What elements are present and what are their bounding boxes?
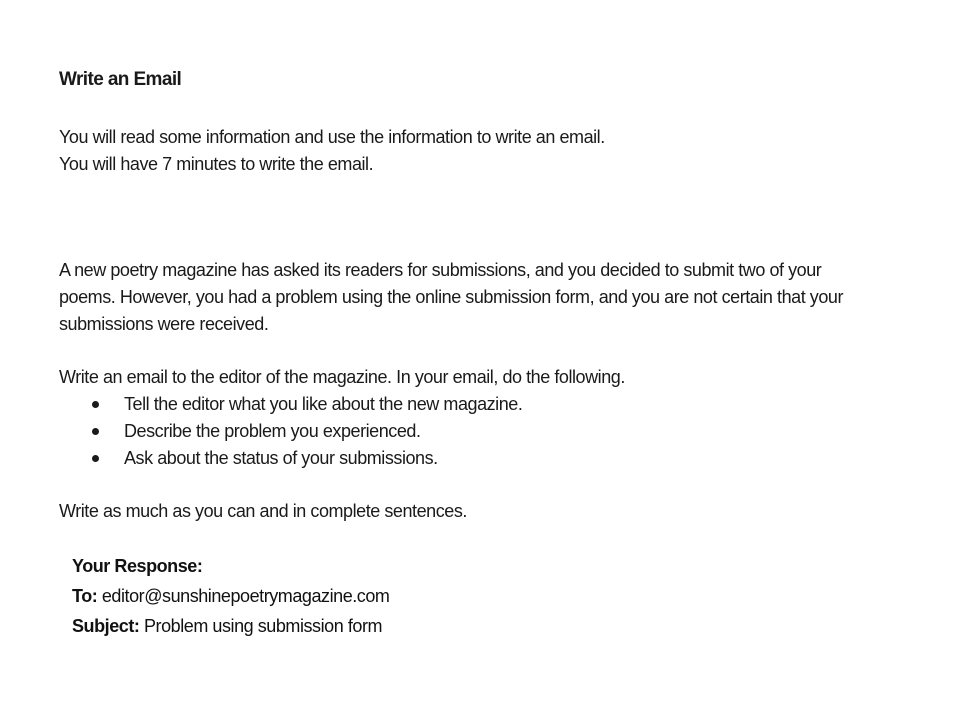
bullet-icon (92, 428, 99, 435)
response-block (72, 551, 389, 641)
response-heading: Your Response: (72, 556, 203, 576)
list-item (59, 391, 522, 418)
to-label: To: (72, 586, 98, 606)
page-title: Write an Email (59, 69, 182, 90)
scenario-paragraph: A new poetry magazine has asked its readers for submissions, and you decided to submit two of your poems. However, you had a problem using the online submission form, and you are not certain that your submissions were received. (59, 260, 844, 334)
task-list (59, 391, 522, 472)
list-item-text: Ask about the status of your submissions. (124, 448, 438, 468)
list-item (59, 445, 522, 472)
bullet-icon (92, 401, 99, 408)
to-field (72, 581, 389, 611)
instructions (59, 124, 605, 178)
subject-field (72, 611, 389, 641)
subject-label: Subject: (72, 616, 140, 636)
bullet-icon (92, 455, 99, 462)
instruction-line: You will read some information and use the information to write an email. (59, 127, 605, 147)
subject-value: Problem using submission form (143, 616, 383, 636)
list-item-text: Describe the problem you experienced. (124, 421, 421, 441)
list-item (59, 418, 522, 445)
to-value: editor@sunshinepoetrymagazine.com (101, 586, 390, 606)
closing-instruction: Write as much as you can and in complete sentences. (59, 501, 467, 521)
list-item-text: Tell the editor what you like about the new magazine. (124, 394, 523, 414)
task-intro: Write an email to the editor of the magazine. In your email, do the following. (59, 367, 625, 387)
instruction-line: You will have 7 minutes to write the email. (59, 154, 374, 174)
